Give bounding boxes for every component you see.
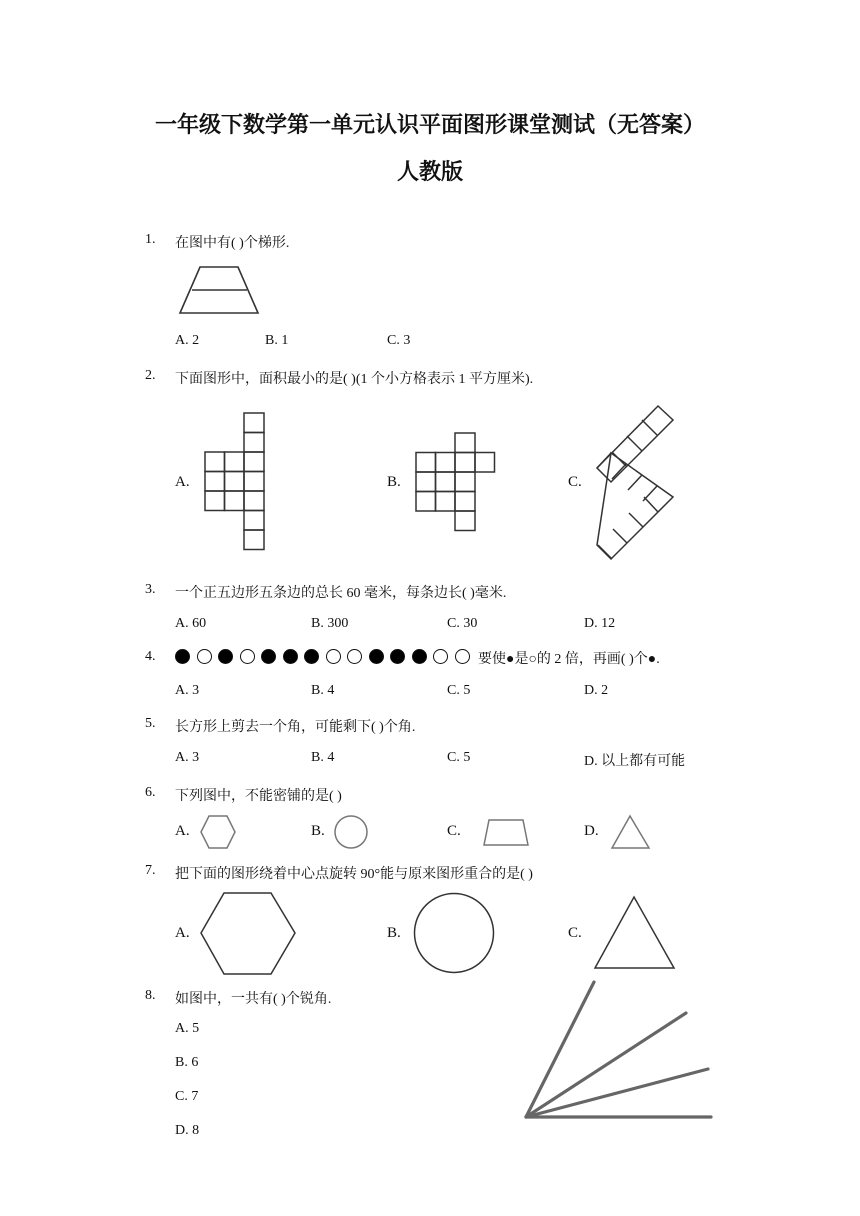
q7-hexagon-figure — [200, 892, 296, 976]
q8-ray-3 — [526, 1069, 708, 1117]
hollow-dot-icon — [433, 649, 448, 664]
filled-dot-icon — [261, 649, 276, 664]
q5-number: 5. — [145, 716, 156, 731]
q8-angle-rays-figure — [520, 978, 716, 1124]
q3-option-b: B. 300 — [311, 616, 349, 631]
q6-label-d: D. — [584, 823, 599, 839]
q7-label-c: C. — [568, 925, 582, 941]
q2-label-a: A. — [175, 474, 190, 490]
q8-option-d: D. 8 — [175, 1123, 200, 1138]
q8-option-c: C. 7 — [175, 1089, 199, 1104]
q2-label-b: B. — [387, 474, 401, 490]
q1-trapezoid-figure — [178, 265, 260, 315]
q8-option-a: A. 5 — [175, 1021, 200, 1036]
hollow-dot-icon — [240, 649, 255, 664]
q6-hexagon-icon — [200, 815, 236, 849]
q4-stem: 要使●是○的 2 倍，再画( )个●. — [478, 652, 660, 667]
q1-option-a: A. 2 — [175, 333, 200, 348]
q4-option-d: D. 2 — [584, 683, 609, 698]
q8-stem: 如图中，一共有( )个锐角. — [175, 992, 332, 1007]
q6-label-b: B. — [311, 823, 325, 839]
q7-label-b: B. — [387, 925, 401, 941]
filled-dot-icon — [390, 649, 405, 664]
q8-option-b: B. 6 — [175, 1055, 199, 1070]
q4-option-c: C. 5 — [447, 683, 471, 698]
filled-dot-icon — [412, 649, 427, 664]
q6-label-c: C. — [447, 823, 461, 839]
q4-option-b: B. 4 — [311, 683, 335, 698]
q8-ray-2 — [526, 1013, 686, 1117]
q6-stem: 下列图中，不能密铺的是( ) — [175, 789, 342, 804]
q3-option-a: A. 60 — [175, 616, 207, 631]
q4-option-a: A. 3 — [175, 683, 200, 698]
filled-dot-icon — [218, 649, 233, 664]
q3-number: 3. — [145, 582, 156, 597]
q6-triangle-icon — [611, 815, 651, 851]
hollow-dot-icon — [326, 649, 341, 664]
q6-trapezoid-icon — [483, 819, 529, 847]
q2-grid-figure-c — [596, 405, 678, 560]
q5-option-c: C. 5 — [447, 750, 471, 765]
filled-dot-icon — [283, 649, 298, 664]
q8-number: 8. — [145, 988, 156, 1003]
filled-dot-icon — [175, 649, 190, 664]
q7-stem: 把下面的图形绕着中心点旋转 90°能与原来图形重合的是( ) — [175, 867, 533, 882]
q7-triangle-figure — [594, 896, 676, 970]
q7-number: 7. — [145, 863, 156, 878]
q4-number: 4. — [145, 649, 156, 664]
q2-stem: 下面图形中，面积最小的是( )(1 个小方格表示 1 平方厘米). — [175, 372, 534, 387]
q2-label-c: C. — [568, 474, 582, 490]
q6-label-a: A. — [175, 823, 190, 839]
q1-number: 1. — [145, 232, 156, 247]
filled-dot-icon — [304, 649, 319, 664]
title-line-2: 人教版 — [396, 160, 463, 185]
q6-circle-icon — [333, 815, 369, 851]
filled-dot-icon — [369, 649, 384, 664]
q5-option-d: D. 以上都有可能 — [584, 754, 686, 769]
title-line-1: 一年级下数学第一单元认识平面图形课堂测试（无答案） — [154, 113, 705, 138]
q5-option-a: A. 3 — [175, 750, 200, 765]
q1-option-b: B. 1 — [265, 333, 289, 348]
hollow-dot-icon — [197, 649, 212, 664]
hollow-dot-icon — [455, 649, 470, 664]
q2-grid-figure-a — [204, 412, 266, 552]
q3-option-d: D. 12 — [584, 616, 616, 631]
q7-circle-figure — [413, 892, 495, 974]
q7-label-a: A. — [175, 925, 190, 941]
q2-grid-figure-b — [415, 432, 497, 532]
q6-number: 6. — [145, 785, 156, 800]
q2-number: 2. — [145, 368, 156, 383]
hollow-dot-icon — [347, 649, 362, 664]
q1-stem: 在图中有( )个梯形. — [175, 236, 290, 251]
q3-stem: 一个正五边形五条边的总长 60 毫米，每条边长( )毫米. — [175, 586, 507, 601]
q3-option-c: C. 30 — [447, 616, 478, 631]
q5-option-b: B. 4 — [311, 750, 335, 765]
q1-option-c: C. 3 — [387, 333, 411, 348]
q5-stem: 长方形上剪去一个角，可能剩下( )个角. — [175, 720, 416, 735]
